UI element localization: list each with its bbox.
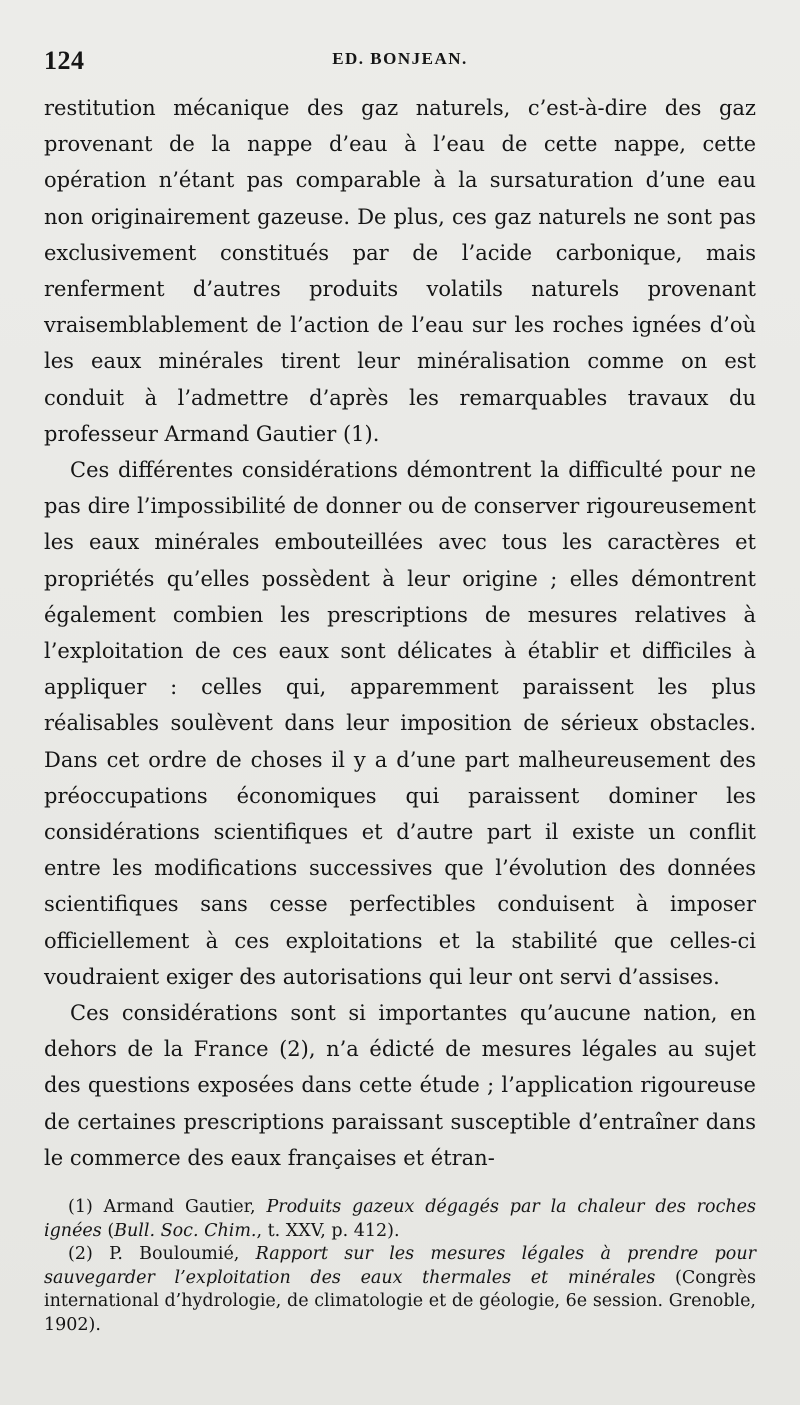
- footnote-details: (Congrès international d’hydrologie, de climatologie et de géologie, 6e session. Grenoble, 1902).: [44, 1267, 756, 1336]
- page-number: 124: [44, 46, 85, 75]
- footnote-author: P. Bouloumié,: [109, 1244, 240, 1265]
- footnote-1: [44, 1196, 756, 1243]
- footnote-source: [107, 1221, 399, 1241]
- footnote-author: Armand Gautier,: [103, 1197, 256, 1218]
- footnote-source-open: (: [107, 1220, 115, 1241]
- page-header: [44, 36, 756, 76]
- paragraph-continuation: restitution mécanique des gaz naturels, c’est-à-dire des gaz provenant de la nappe d’eau à l’eau de cette nappe, cette opération n’étant pas comparable à la sursaturation d’une eau non originairement gazeuse. De plus, ces gaz naturels ne sont pas exclusivement constitués par de l’acide carbonique, mais renferment d’autres produits volatils naturels provenant vraisemblablement de l’action de l’eau sur les roches ignées d’où les eaux minérales tirent leur minéralisation comme on est conduit à l’admettre d’après les remarquables travaux du professeur Armand Gautier (1).: [44, 96, 756, 446]
- footnote-number: (2): [68, 1244, 93, 1265]
- footnote-source-details: , t. XXV, p. 412).: [256, 1220, 400, 1241]
- footnotes: [44, 1196, 756, 1338]
- footnote-title: Produits gazeux dégagés par la chaleur des roches ignées: [44, 1197, 756, 1241]
- paragraph: Ces différentes considérations démontrent la difficulté pour ne pas dire l’impossibilité de donner ou de conserver rigoureusement les eaux minérales embouteillées avec tous les caractères et propriétés qu’elles possèdent à leur origine ; elles démontrent également combien les prescriptions de mesures relatives à l’exploitation de ces eaux sont délicates à établir et difficiles à appliquer : celles qui, apparemment paraissent les plus réalisables soulèvent dans leur imposition de sérieux obstacles. Dans cet ordre de choses il y a d’une part malheureusement des préoccupations économiques qui paraissent dominer les considérations scientifiques et d’autre part il existe un conflit entre les modifications successives que l’évolution des données scientifiques sans cesse perfectibles conduisent à imposer officiellement à ces exploitations et la stabilité que celles-ci voudraient exiger des autorisations qui leur ont servi d’assises.: [44, 458, 756, 989]
- body-text: [44, 90, 756, 1176]
- footnote-title: Rapport sur les mesures légales à prendre pour sauvegarder l’exploitation des eaux thermales et minérales: [44, 1244, 756, 1288]
- footnote-2: [44, 1243, 756, 1337]
- footnote-number: (1): [68, 1197, 93, 1218]
- paragraph: Ces considérations sont si importantes qu’aucune nation, en dehors de la France (2), n’a édicté de mesures légales au sujet des questions exposées dans cette étude ; l’application rigoureuse de certaines prescriptions paraissant susceptible d’entraîner dans le commerce des eaux françaises et étran-: [44, 1001, 756, 1170]
- footnote-source-journal: Bull. Soc. Chim.: [114, 1220, 257, 1241]
- running-title: ED. BONJEAN.: [332, 49, 468, 68]
